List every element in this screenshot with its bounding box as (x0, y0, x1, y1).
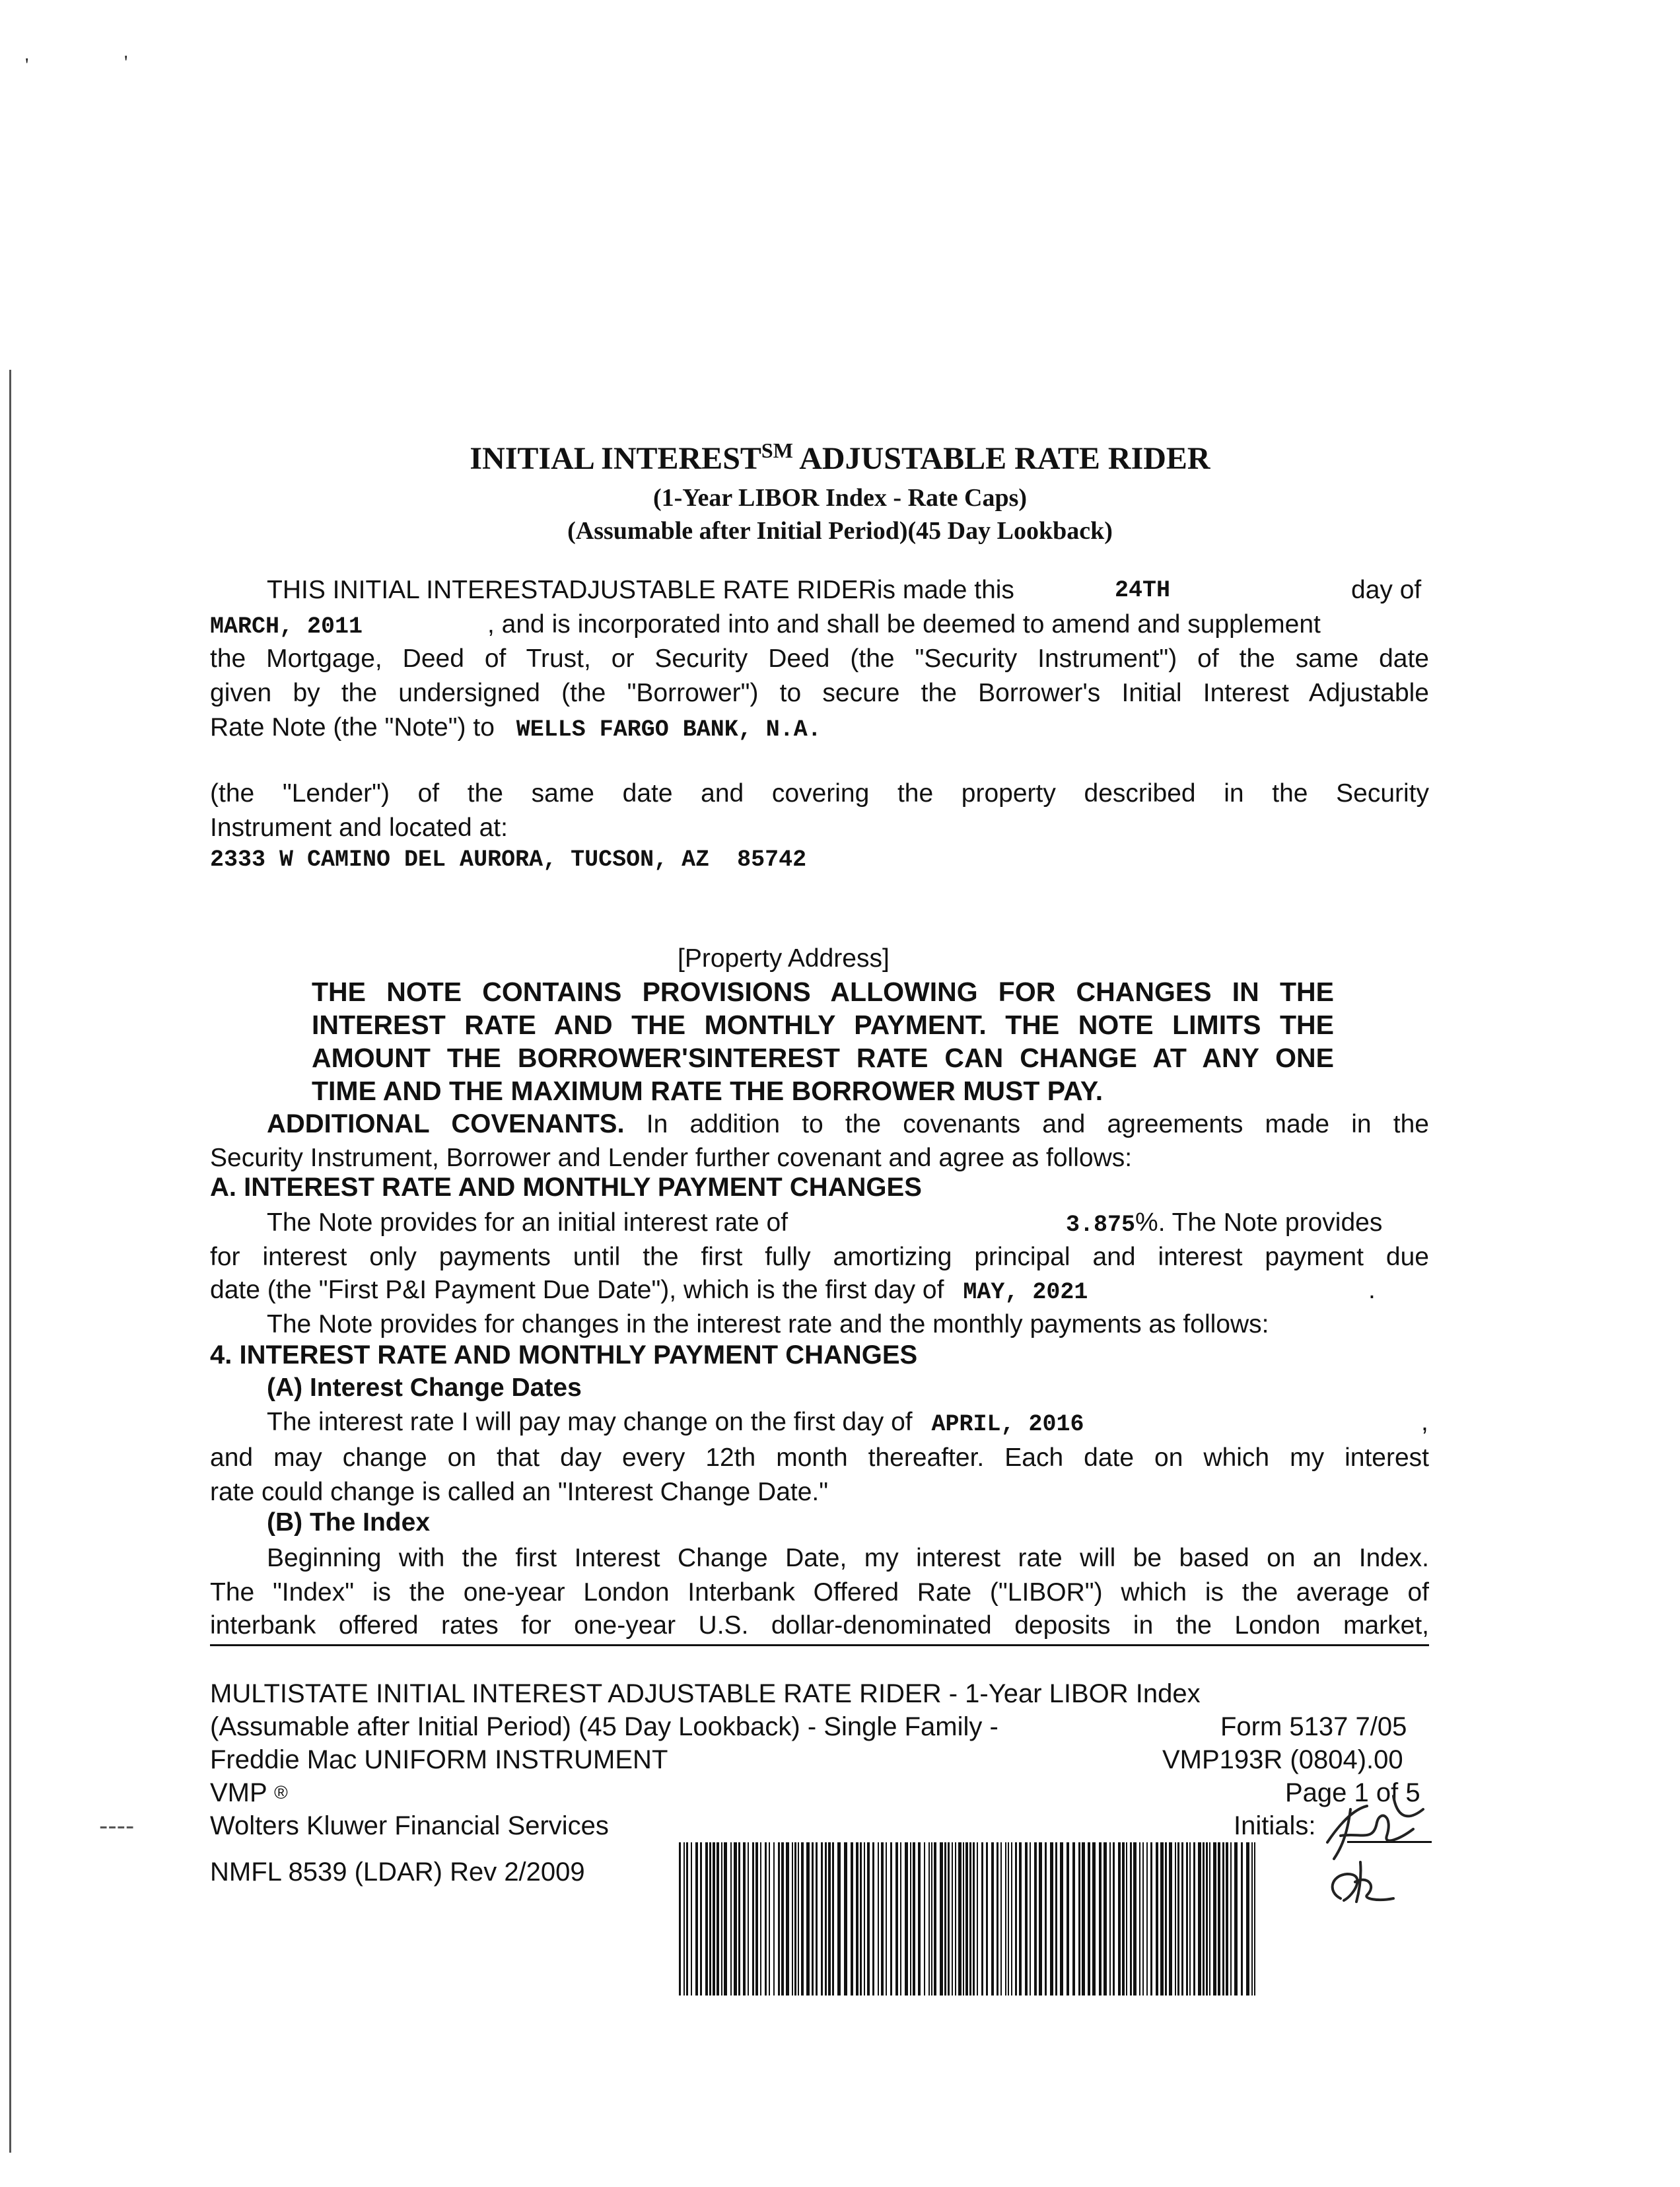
section-4b-line-2: The "Index" is the one-year London Interbank Offered Rate ("LIBOR") which is the average of (210, 1578, 1429, 1607)
barcode-bar (1055, 1842, 1057, 1996)
barcode-bar (1118, 1842, 1121, 1996)
scan-margin-line (9, 370, 11, 2153)
barcode-bar (730, 1842, 732, 1996)
day-of-label: day of (1351, 576, 1422, 604)
footer-form-revision: NMFL 8539 (LDAR) Rev 2/2009 (210, 1857, 585, 1887)
title-main: INITIAL INTEREST (470, 441, 761, 476)
barcode-bar (825, 1842, 827, 1996)
barcode-bar (1241, 1842, 1243, 1996)
scan-mark: ' (25, 54, 29, 76)
initials-label: Initials: (1234, 1811, 1316, 1840)
intro-line-3: the Mortgage, Deed of Trust, or Security Deed (the "Security Instrument") of the same date (210, 644, 1429, 673)
scan-mark: ' (124, 52, 128, 73)
barcode-bar (709, 1842, 711, 1996)
barcode-bar (1203, 1842, 1205, 1996)
barcode-bar (928, 1842, 930, 1996)
section-4a-line-3: rate could change is called an "Interest Change Date." (210, 1478, 829, 1506)
barcode-bar (700, 1842, 702, 1996)
intro-line-5 (210, 711, 1429, 747)
barcode-bar (895, 1842, 898, 1996)
barcode-bar (743, 1842, 746, 1996)
barcode-bar (1034, 1842, 1037, 1996)
barcode-bar (867, 1842, 870, 1996)
barcode-bar (1160, 1842, 1164, 1996)
barcode-bar (837, 1842, 841, 1996)
footer-dashes: ---- (99, 1811, 135, 1840)
vmp-label: VMP (210, 1778, 267, 1807)
section-a-text: %. The Note provides (1135, 1208, 1383, 1237)
barcode-bar (986, 1842, 988, 1996)
barcode-bar (1189, 1842, 1191, 1996)
title-superscript: SM (761, 438, 793, 462)
barcode-bar (1045, 1842, 1047, 1996)
barcode-bar (872, 1842, 874, 1996)
barcode-bar (773, 1842, 775, 1996)
intro-line-2 (210, 608, 1412, 644)
barcode-bar (1092, 1842, 1096, 1996)
barcode-bar (1230, 1842, 1232, 1996)
barcode-bar (686, 1842, 688, 1996)
section-a-text: date (the "First P&I Payment Due Date"), which is the first day of (210, 1276, 944, 1304)
section-a-line-3 (210, 1273, 1429, 1309)
barcode-bar (1130, 1842, 1132, 1996)
barcode-bar (1222, 1842, 1224, 1996)
barcode-bar (1060, 1842, 1063, 1996)
barcode-bar (748, 1842, 749, 1996)
page-number: 1 (1354, 1778, 1369, 1807)
barcode-bar (948, 1842, 950, 1996)
barcode-bar (760, 1842, 761, 1996)
barcode-bar (1030, 1842, 1031, 1996)
barcode-bar (924, 1842, 925, 1996)
barcode-bar (878, 1842, 879, 1996)
section-a-text: The Note provides for an initial interest rate of (267, 1208, 788, 1237)
intro-text: Rate Note (the "Note") to (210, 713, 495, 742)
barcode-bar (844, 1842, 847, 1996)
section-4a-line-1 (267, 1405, 1429, 1441)
rider-day: 24TH (1115, 577, 1171, 604)
barcode-bar (691, 1842, 692, 1996)
barcode-bar (724, 1842, 727, 1996)
barcode-image (675, 1842, 1261, 1996)
subtitle-assumable: (Assumable after Initial Period)(45 Day Lookback) (567, 517, 1113, 545)
barcode-bar (828, 1842, 831, 1996)
barcode-bar (752, 1842, 754, 1996)
barcode-bar (769, 1842, 770, 1996)
barcode-bar (1099, 1842, 1102, 1996)
barcode-bar (1008, 1842, 1009, 1996)
barcode-bar (1067, 1842, 1069, 1996)
barcode-bar (1246, 1842, 1249, 1996)
barcode-bar (1198, 1842, 1201, 1996)
barcode-bar (965, 1842, 968, 1996)
barcode-bar (1133, 1842, 1137, 1996)
section-rule (210, 1644, 1429, 1646)
barcode-bar (1181, 1842, 1183, 1996)
section-a-text: . (1368, 1276, 1376, 1304)
barcode-bar (1078, 1842, 1080, 1996)
barcode-bar (1000, 1842, 1002, 1996)
section-4a-text: , (1421, 1408, 1428, 1436)
barcode-bar (1209, 1842, 1210, 1996)
covenants-line-1 (267, 1107, 1429, 1142)
barcode-bar (1015, 1842, 1017, 1996)
barcode-bar (886, 1842, 887, 1996)
section-4-heading: 4. INTEREST RATE AND MONTHLY PAYMENT CHANGES (210, 1340, 918, 1370)
barcode-bar (934, 1842, 936, 1996)
section-a-line-1 (267, 1206, 1429, 1240)
document-title (0, 438, 1680, 477)
barcode-bar (973, 1842, 975, 1996)
barcode-bar (1193, 1842, 1195, 1996)
notice-line-4: TIME AND THE MAXIMUM RATE THE BORROWER MUST PAY. (312, 1076, 1103, 1106)
barcode-bar (900, 1842, 901, 1996)
barcode-bar (738, 1842, 740, 1996)
barcode-bar (1011, 1842, 1012, 1996)
intro-text: THIS INITIAL INTERESTADJUSTABLE RATE RIDERis made this (267, 576, 1014, 604)
section-4b-line-3: interbank offered rates for one-year U.S. dollar-denominated deposits in the London market, (210, 1611, 1429, 1640)
barcode-bar (1103, 1842, 1107, 1996)
barcode-bar (977, 1842, 978, 1996)
intro-line-1 (267, 573, 1429, 608)
property-address-label: [Property Address] (678, 944, 890, 973)
barcode-bar (1109, 1842, 1111, 1996)
barcode-bar (955, 1842, 956, 1996)
rate-group (1066, 1206, 1382, 1242)
footer-form-subtitle: (Assumable after Initial Period) (45 Day Lookback) - Single Family - (210, 1712, 998, 1741)
barcode-bar (913, 1842, 915, 1996)
barcode-bar (851, 1842, 853, 1996)
barcode-bar (1150, 1842, 1152, 1996)
barcode-bar (1226, 1842, 1228, 1996)
intro-line-7: Instrument and located at: (210, 814, 508, 842)
barcode-bar (755, 1842, 758, 1996)
barcode-bar (816, 1842, 818, 1996)
barcode-bar (918, 1842, 921, 1996)
barcode-bar (1213, 1842, 1216, 1996)
barcode-bar (969, 1842, 971, 1996)
barcode-bar (1177, 1842, 1179, 1996)
barcode-bar (1254, 1842, 1255, 1996)
barcode-bar (963, 1842, 964, 1996)
barcode-bar (944, 1842, 946, 1996)
barcode-bar (713, 1842, 715, 1996)
first-interest-change-date: APRIL, 2016 (931, 1411, 1084, 1438)
barcode-bar (1169, 1842, 1172, 1996)
barcode-bar (1050, 1842, 1053, 1996)
barcode-bar (1122, 1842, 1125, 1996)
barcode-bar (890, 1842, 892, 1996)
barcode-bar (864, 1842, 865, 1996)
barcode-bar (1082, 1842, 1085, 1996)
initial-interest-rate: 3.875 (1066, 1212, 1136, 1238)
section-a-heading: A. INTEREST RATE AND MONTHLY PAYMENT CHANGES (210, 1173, 922, 1202)
intro-text: , and is incorporated into and shall be deemed to amend and supplement (487, 610, 1321, 639)
barcode-bar (812, 1842, 814, 1996)
barcode-bar (1142, 1842, 1144, 1996)
barcode-bar (1019, 1842, 1022, 1996)
barcode-bar (991, 1842, 994, 1996)
barcode-bar (1139, 1842, 1140, 1996)
section-4b-line-1: Beginning with the first Interest Change Date, my interest rate will be based on an Index. (267, 1544, 1429, 1572)
barcode-bar (781, 1842, 784, 1996)
barcode-bar (794, 1842, 796, 1996)
footer-vmp-code: VMP193R (0804).00 (1162, 1745, 1403, 1774)
barcode-bar (997, 1842, 998, 1996)
footer-instrument: Freddie Mac UNIFORM INSTRUMENT (210, 1745, 668, 1774)
barcode-bar (695, 1842, 698, 1996)
barcode-bar (1186, 1842, 1188, 1996)
barcode-bar (910, 1842, 911, 1996)
barcode-bar (905, 1842, 908, 1996)
covenants-label: ADDITIONAL COVENANTS. (267, 1109, 625, 1138)
barcode-bar (1175, 1842, 1176, 1996)
barcode-bar (765, 1842, 767, 1996)
barcode-bar (856, 1842, 858, 1996)
barcode-bar (806, 1842, 810, 1996)
barcode-bar (1088, 1842, 1090, 1996)
barcode-bar (679, 1842, 681, 1996)
barcode-bar (1025, 1842, 1028, 1996)
barcode-bar (940, 1842, 943, 1996)
footer-form-number: Form 5137 7/05 (1220, 1712, 1407, 1741)
barcode-bar (1005, 1842, 1006, 1996)
barcode-bar (1039, 1842, 1042, 1996)
barcode-bar (952, 1842, 953, 1996)
title-rest: ADJUSTABLE RATE RIDER (792, 441, 1210, 476)
notice-line-3: AMOUNT THE BORROWER'SINTEREST RATE CAN CHANGE AT ANY ONE (312, 1043, 1334, 1073)
barcode-bar (860, 1842, 862, 1996)
covenants-line-2: Security Instrument, Borrower and Lender further covenant and agree as follows: (210, 1144, 1133, 1172)
covenants-text: In addition to the covenants and agreements made in the (624, 1110, 1430, 1138)
section-4a-line-2: and may change on that day every 12th month thereafter. Each date on which my interest (210, 1443, 1429, 1472)
index-heading: (B) The Index (267, 1508, 431, 1537)
intro-line-4: given by the undersigned (the "Borrower") to secure the Borrower's Initial Interest Adjustable (210, 679, 1429, 707)
property-address: 2333 W CAMINO DEL AURORA, TUCSON, AZ 85742 (210, 847, 807, 873)
page-of: of (1376, 1778, 1399, 1807)
handwritten-initials-signature (1314, 1770, 1446, 1915)
section-4a-text: The interest rate I will pay may change on the first day of (267, 1408, 913, 1436)
barcode-bar (798, 1842, 799, 1996)
notice-line-1: THE NOTE CONTAINS PROVISIONS ALLOWING FOR CHANGES IN THE (312, 977, 1334, 1007)
barcode-bar (1072, 1842, 1075, 1996)
barcode-bar (801, 1842, 804, 1996)
section-a-line-2: for interest only payments until the first fully amortizing principal and interest payment due (210, 1243, 1429, 1271)
barcode-bar (1146, 1842, 1148, 1996)
barcode-bar (832, 1842, 834, 1996)
page-label: Page (1285, 1778, 1347, 1807)
barcode-bar (734, 1842, 737, 1996)
barcode-bar (958, 1842, 962, 1996)
barcode-bar (1156, 1842, 1158, 1996)
intro-line-6: (the "Lender") of the same date and covering the property described in the Security (210, 779, 1429, 808)
footer-vmp (210, 1776, 288, 1809)
barcode-bar (786, 1842, 789, 1996)
footer-form-title: MULTISTATE INITIAL INTEREST ADJUSTABLE RATE RIDER - 1-Year LIBOR Index (210, 1679, 1201, 1708)
footer-publisher: Wolters Kluwer Financial Services (210, 1811, 609, 1840)
barcode-bar (717, 1842, 719, 1996)
page-total: 5 (1405, 1778, 1420, 1807)
interest-change-dates-heading: (A) Interest Change Dates (267, 1373, 582, 1402)
subtitle-index: (1-Year LIBOR Index - Rate Caps) (652, 484, 1028, 512)
barcode-bar (778, 1842, 780, 1996)
barcode-bar (1126, 1842, 1127, 1996)
barcode-bar (1251, 1842, 1253, 1996)
barcode-bar (683, 1842, 685, 1996)
section-a-line-4: The Note provides for changes in the interest rate and the monthly payments as follows: (267, 1310, 1269, 1338)
barcode-bar (1113, 1842, 1115, 1996)
barcode-bar (1206, 1842, 1208, 1996)
notice-line-2: INTEREST RATE AND THE MONTHLY PAYMENT. THE NOTE LIMITS THE (312, 1010, 1334, 1040)
barcode-bar (981, 1842, 983, 1996)
barcode-bar (931, 1842, 932, 1996)
lender-name: WELLS FARGO BANK, N.A. (516, 716, 822, 743)
barcode-bar (881, 1842, 884, 1996)
barcode-bar (1218, 1842, 1220, 1996)
first-pi-payment-date: MAY, 2021 (963, 1279, 1088, 1305)
barcode-bar (705, 1842, 708, 1996)
barcode-bar (792, 1842, 793, 1996)
registered-mark: ® (274, 1782, 288, 1803)
barcode-bar (1165, 1842, 1167, 1996)
barcode-bar (1234, 1842, 1238, 1996)
rider-month-year: MARCH, 2011 (210, 613, 363, 640)
barcode-bar (821, 1842, 823, 1996)
barcode-bar (721, 1842, 722, 1996)
